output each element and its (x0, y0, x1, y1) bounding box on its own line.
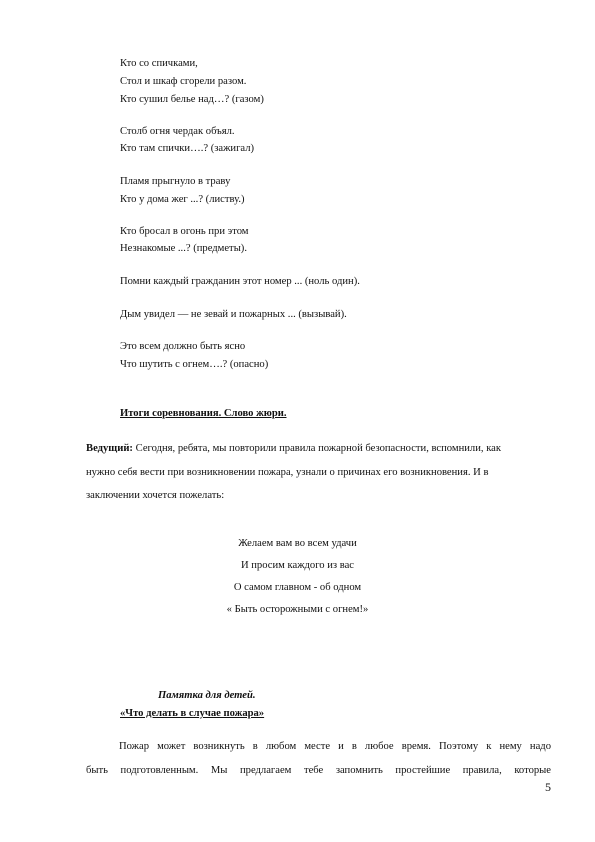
final-para-line2: быть подготовленным. Мы предлагаем тебе запомнить простейшие правила, которые (86, 764, 551, 776)
memo-title: Памятка для детей. (158, 690, 256, 701)
poem3-line1: Пламя прыгнуло в траву (120, 176, 231, 187)
poem2-line1: Столб огня чердак объял. (120, 126, 235, 137)
wish-line2: И просим каждого из вас (240, 560, 355, 571)
memo-subtitle: «Что делать в случае пожара» (120, 708, 265, 719)
page-number: 5 (545, 780, 551, 794)
poem5-line2: Что шутить с огнем….? (опасно) (120, 359, 269, 370)
section-heading: Итоги соревнования. Слово жюри. (120, 408, 287, 419)
line-nomer: Помни каждый гражданин этот номер ... (ноль один). (120, 276, 360, 287)
wish-line3: О самом главном - об одном (233, 582, 362, 593)
poem1-line3: Кто сушил белье над…? (газом) (120, 94, 264, 105)
host-para-line1-text: Сегодня, ребята, мы повторили правила пожарной безопасности, вспомнили, как (132, 443, 502, 454)
poem1-line1: Кто со спичками, (120, 58, 198, 69)
host-para-line1 (86, 437, 551, 461)
poem1-line2: Стол и шкаф сгорели разом. (120, 76, 247, 87)
poem2-line2: Кто там спички….? (зажигал) (120, 143, 255, 154)
host-paragraph (86, 437, 551, 508)
final-para-line1: Пожар может возникнуть в любом месте и в любое время. Поэтому к нему надо (119, 741, 551, 752)
wish-line1: Желаем вам во всем удачи (238, 538, 357, 549)
final-paragraph (86, 735, 551, 782)
host-para-line3: заключении хочется пожелать: (86, 490, 225, 501)
poem4-line2: Незнакомые ...? (предметы). (120, 243, 247, 254)
line-dym: Дым увидел — не зевай и пожарных ... (вызывай). (120, 309, 347, 320)
poem3-line2: Кто у дома жег ...? (листву.) (120, 194, 245, 205)
host-speaker-label: Ведущий: (86, 443, 133, 454)
poem4-line1: Кто бросал в огонь при этом (120, 226, 249, 237)
poem5-line1: Это всем должно быть ясно (120, 341, 246, 352)
host-para-line2: нужно себя вести при возникновении пожара, узнали о причинах его возникновения. И в (86, 466, 489, 478)
wish-line4: « Быть осторожными с огнем!» (226, 604, 369, 615)
